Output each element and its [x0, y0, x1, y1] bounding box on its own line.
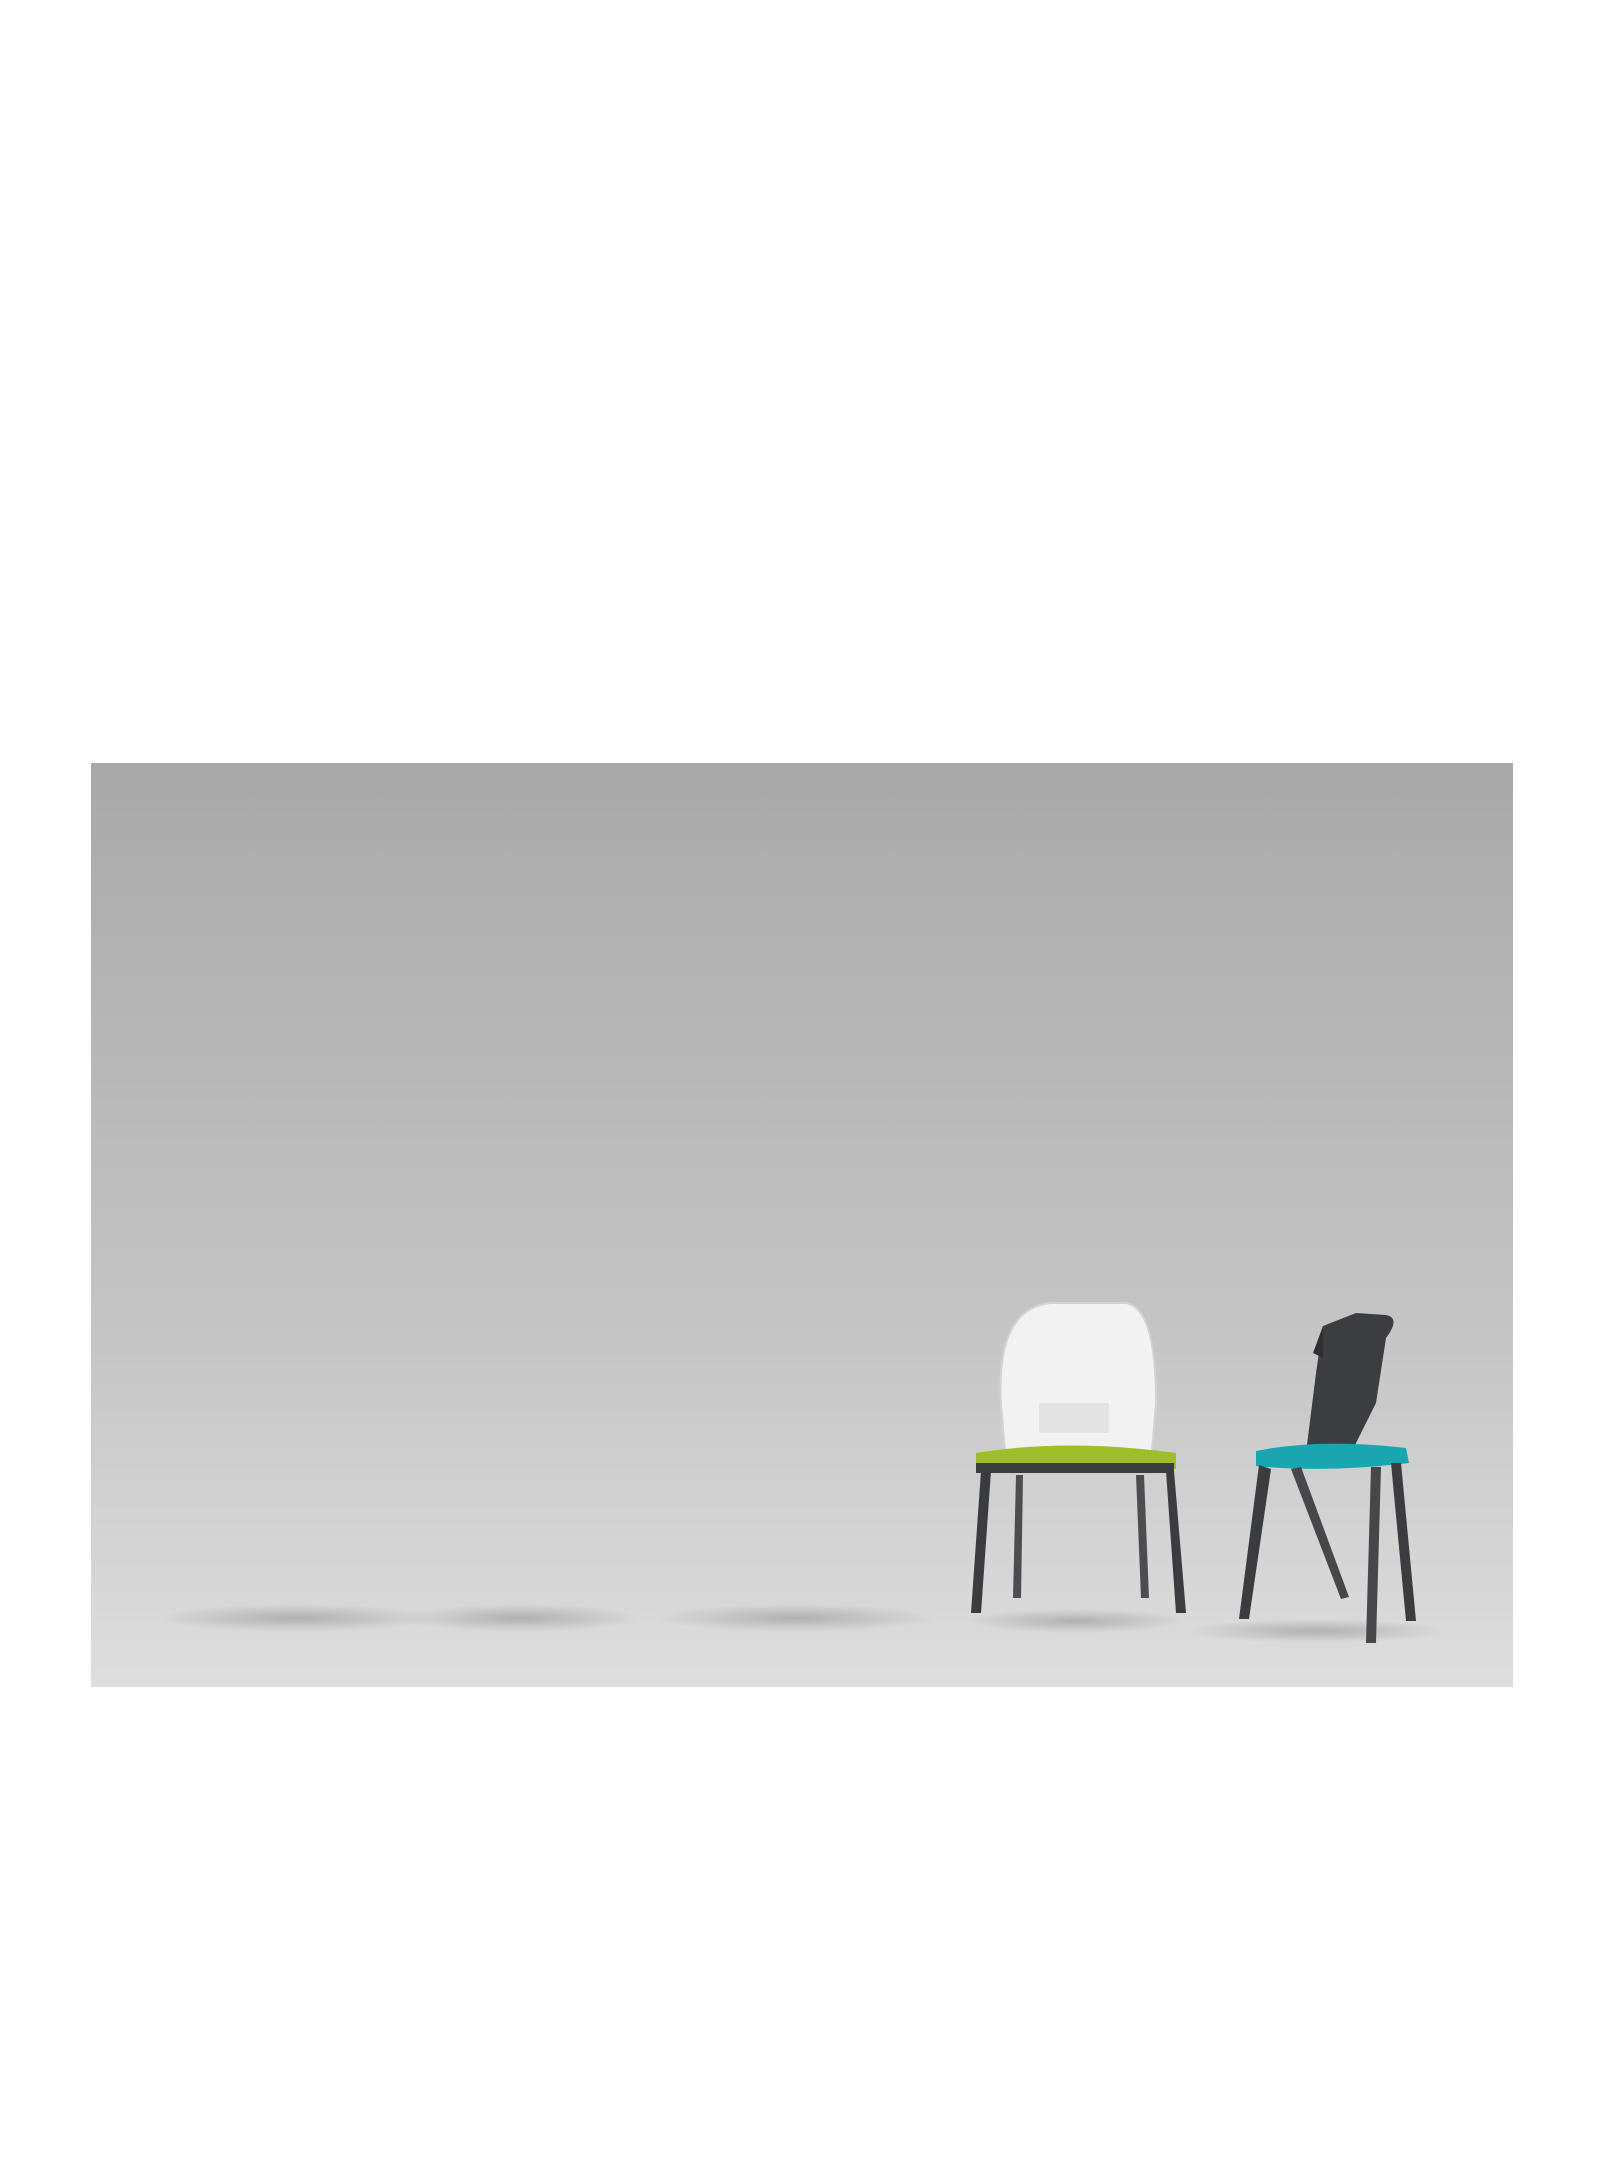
photo-background	[91, 763, 1513, 1687]
stacked-chairs-illustration	[91, 763, 1513, 1687]
section-polypropylene-shells	[91, 198, 591, 216]
stacked-chairs-photo	[91, 763, 1513, 1687]
section-padded-textile	[630, 198, 1090, 216]
